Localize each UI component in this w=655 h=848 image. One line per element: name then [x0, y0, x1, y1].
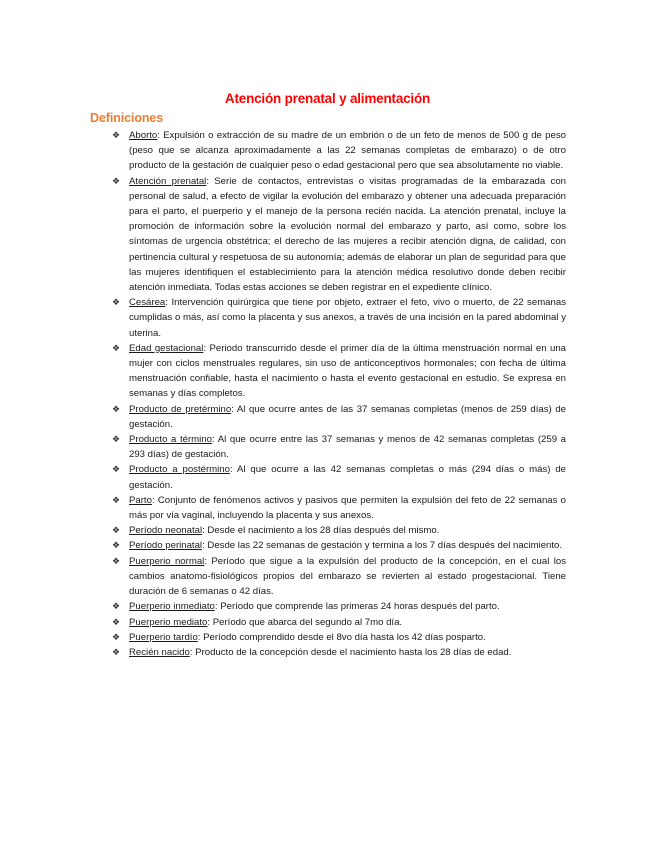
definition-term: Producto a postérmino: [129, 464, 230, 476]
diamond-bullet-icon: ❖: [112, 555, 121, 566]
definition-term: Recién nacido: [129, 646, 190, 658]
definition-term: Producto a término: [129, 434, 212, 446]
diamond-bullet-icon: ❖: [112, 601, 121, 612]
definition-text: : Desde las 22 semanas de gestación y termina a los 7 días después del nacimiento.: [202, 540, 563, 552]
definition-text: : Serie de contactos, entrevistas o visitas programadas de la embarazada con personal de salud, a efecto de vigilar la evolución del embarazo y obtener una adecuada preparación para el parto, el puerperio y el manejo de la persona recién nacida. La atención prenatal, incluye la promoción de información sobre la evolución normal del embarazo y parto, así como, sobre los síntomas de urgencia obstétrica; el derecho de las mujeres a recibir atención digna, de calidad, con pertinencia cultural y respetuosa de su autonomía; además de elaborar un plan de seguridad para que las mujeres identifiquen el establecimiento para la atención médica resolutivo donde deben recibir atención inmediata. Todas estas acciones se deben registrar en el expediente clínico.: [129, 175, 566, 294]
definition-item-atencion-prenatal: [112, 174, 566, 296]
definition-text: : Período que sigue a la expulsión del producto de la concepción, en el cual los cambios anatomo-fisiológicos propios del embarazo se revierten al estado progestacional. Tiene duración de 6 semanas o 42 días.: [129, 555, 566, 598]
definition-item-parto: [112, 493, 566, 523]
diamond-bullet-icon: ❖: [112, 403, 121, 414]
diamond-bullet-icon: ❖: [112, 646, 121, 657]
definition-text: : Al que ocurre a las 42 semanas completas o más (294 días o más) de gestación.: [129, 464, 566, 491]
definition-item-puerperio-mediato: [112, 615, 566, 630]
diamond-bullet-icon: ❖: [112, 297, 121, 308]
definition-text: : Al que ocurre antes de las 37 semanas completas (menos de 259 días) de gestación.: [129, 403, 566, 430]
diamond-bullet-icon: ❖: [112, 434, 121, 445]
definition-item-producto-termino: [112, 432, 566, 462]
definition-item-periodo-neonatal: [112, 523, 566, 538]
definition-term: Puerperio mediato: [129, 616, 208, 628]
definition-text: : Período que comprende las primeras 24 horas después del parto.: [214, 601, 500, 613]
definition-text: : Periodo transcurrido desde el primer día de la última menstruación normal en una mujer con ciclos menstruales regulares, sin uso de anticonceptivos hormonales; con fecha de última menstruación confiable, hasta el nacimiento o hasta el evento gestacional en estudio. Se expresa en semanas y días completos.: [129, 342, 566, 400]
diamond-bullet-icon: ❖: [112, 130, 121, 140]
definitions-list: [112, 128, 566, 660]
definition-text: : Intervención quirúrgica que tiene por objeto, extraer el feto, vivo o muerto, de 22 semanas cumplidas o más, así como la placenta y sus anexos, a través de una incisión en la pared abdominal y uterina.: [129, 297, 566, 339]
definition-text: : Desde el nacimiento a los 28 días después del mismo.: [202, 525, 440, 537]
document-title: Atención prenatal y alimentación: [224, 91, 431, 106]
definition-item-aborto: [112, 128, 566, 174]
diamond-bullet-icon: ❖: [112, 175, 121, 186]
definition-term: Producto de pretérmino: [129, 403, 232, 415]
definition-text: : Producto de la concepción desde el nacimiento hasta los 28 días de edad.: [189, 646, 512, 658]
section-heading-definiciones: Definiciones: [90, 111, 164, 125]
diamond-bullet-icon: ❖: [112, 464, 121, 475]
definition-text: : Período comprendido desde el 8vo día hasta los 42 días posparto.: [197, 631, 486, 643]
definition-term: Edad gestacional: [129, 342, 204, 354]
definition-item-puerperio-tardio: [112, 630, 566, 645]
definition-term: Aborto: [129, 130, 158, 141]
diamond-bullet-icon: ❖: [112, 540, 121, 551]
definition-term: Atención prenatal: [129, 175, 207, 187]
definition-term: Puerperio inmediato: [129, 601, 215, 613]
diamond-bullet-icon: ❖: [112, 342, 121, 353]
definition-item-edad-gestacional: [112, 341, 566, 402]
diamond-bullet-icon: ❖: [112, 616, 121, 627]
diamond-bullet-icon: ❖: [112, 494, 121, 505]
definition-text: : Expulsión o extracción de su madre de un embrión o de un feto de menos de 500 g de peso (peso que se alcanza aproximadamente a las 22 semanas completas de embarazo) o de otro producto de la gestación de cualquier peso o edad gestacional pero que sea absolutamente no viable.: [129, 130, 566, 172]
definition-item-puerperio-normal: [112, 554, 566, 600]
definition-item-periodo-perinatal: [112, 538, 566, 553]
definition-item-recien-nacido: [112, 645, 566, 660]
definition-text: : Al que ocurre entre las 37 semanas y menos de 42 semanas completas (259 a 293 días) de gestación.: [129, 434, 566, 461]
definition-item-cesarea: [112, 295, 566, 341]
definition-text: : Período que abarca del segundo al 7mo día.: [207, 616, 403, 628]
diamond-bullet-icon: ❖: [112, 525, 121, 536]
definition-item-producto-pretermino: [112, 402, 566, 432]
definition-term: Puerperio tardío: [129, 631, 198, 643]
definition-term: Período neonatal: [129, 525, 203, 537]
definition-text: : Conjunto de fenómenos activos y pasivos que permiten la expulsión del feto de 22 semanas o más por vía vaginal, incluyendo la placenta y sus anexos.: [129, 494, 566, 522]
definition-term: Cesárea: [129, 297, 166, 309]
definition-term: Período perinatal: [129, 540, 203, 552]
definition-term: Parto: [129, 494, 152, 506]
definition-item-puerperio-inmediato: [112, 599, 566, 614]
diamond-bullet-icon: ❖: [112, 631, 121, 642]
definition-term: Puerperio normal: [129, 555, 205, 567]
definition-item-producto-postermino: [112, 462, 566, 492]
